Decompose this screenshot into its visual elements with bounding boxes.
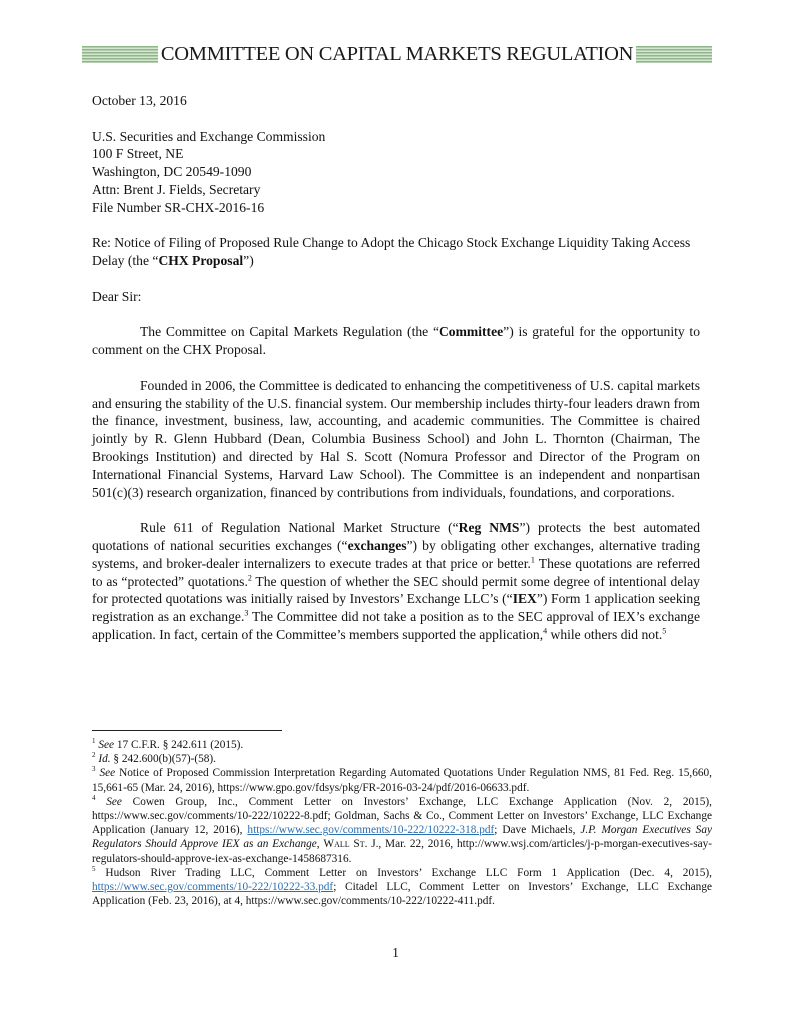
footnote-4: [92, 795, 712, 866]
paragraph-about-committee: Founded in 2006, the Committee is dedicated to enhancing the competitiveness of U.S. capital markets and ensuring the stability of the U.S. financial system. Our membership includes thirty-four leaders drawn from the finance, investment, business, law, accounting, and academic communities. The Committee is chaired jointly by R. Glenn Hubbard (Dean, Columbia Business School) and John L. Thornton (Chairman, The Brookings Institution) and directed by Hal S. Scott (Nomura Professor and Director of the Program on International Financial Systems, Harvard Law School). The Committee is an independent and nonpartisan 501(c)(3) research organization, financed by contributions from individuals, foundations, and corporations.: [92, 377, 700, 500]
signal: See: [99, 767, 116, 780]
text: The Committee on Capital Markets Regulation (the “: [140, 324, 439, 340]
text: § 242.600(b)(57)-(58).: [110, 753, 216, 766]
text: 17 C.F.R. § 242.611 (2015).: [114, 739, 244, 751]
defined-term: exchanges: [347, 537, 407, 553]
page-number: 1: [392, 945, 399, 960]
footnote-1: [92, 738, 712, 752]
footnote-ref[interactable]: 3: [244, 608, 249, 618]
subject-text: Re: Notice of Filing of Proposed Rule Change to Adopt the Chicago Stock Exchange Liquidity Taking Access Delay (the “: [92, 235, 691, 269]
text: ”) is grateful for the opportunity to comment on the CHX Proposal.: [92, 324, 700, 358]
footnote-number: 1: [92, 737, 96, 746]
letterhead: [82, 40, 712, 68]
footnote-separator: [92, 730, 282, 731]
footnote-5: [92, 866, 712, 909]
paragraph-intro: [92, 323, 700, 359]
text: , Mar. 22, 2016, http://www.wsj.com/articles/j-p-morgan-executives-say-regulators-should-approve-iex-as-exchange-1458687316.: [92, 838, 713, 865]
recipient-line: Washington, DC 20549-1090: [92, 164, 252, 180]
footnotes: [92, 738, 712, 908]
article-title: J.P. Morgan Executives Say Regulators Should Approve IEX as an Exchange: [92, 824, 712, 851]
defined-term: IEX: [512, 591, 537, 607]
organization-title: COMMITTEE ON CAPITAL MARKETS REGULATION: [160, 42, 634, 65]
defined-term: Reg NMS: [458, 520, 520, 536]
footnote-ref[interactable]: 1: [530, 555, 535, 565]
footnote-ref[interactable]: 4: [543, 626, 548, 636]
subject-line: [92, 234, 700, 270]
text: ”) protects the best automated quotations of national securities exchanges (“: [92, 520, 700, 553]
paragraph-reg-nms: [92, 519, 700, 644]
text: Rule 611 of Regulation National Market Structure (“: [140, 520, 459, 536]
recipient-address: [92, 128, 700, 217]
signal: See: [106, 795, 122, 808]
hudson-river-comment-link[interactable]: https://www.sec.gov/comments/10-222/10222-33.pdf: [92, 881, 334, 894]
journal-name: Wall St. J.: [323, 838, 379, 851]
letterhead-stripes-right: [636, 46, 712, 63]
signal: Id.: [98, 753, 111, 766]
subject-bold-term: CHX Proposal: [158, 253, 244, 269]
footnote-3: [92, 766, 712, 794]
footnote-ref[interactable]: 2: [247, 572, 252, 582]
text: Hudson River Trading LLC, Comment Letter on Investors’ Exchange LLC Form 1 Application (Dec. 4, 2015),: [95, 866, 712, 879]
file-number: File Number SR-CHX-2016-16: [92, 199, 265, 215]
footnote-number: 3: [92, 765, 96, 774]
signal: See: [98, 739, 115, 751]
recipient-line: U.S. Securities and Exchange Commission: [92, 128, 326, 144]
letter-date: October 13, 2016: [92, 93, 187, 108]
footnote-number: 2: [92, 751, 96, 760]
footnote-number: 4: [92, 794, 96, 803]
text: These quotations are referred to as “protected” quotations.: [92, 555, 701, 589]
letterhead-stripes-left: [82, 46, 158, 63]
salutation: Dear Sir:: [92, 288, 142, 304]
text: ”) by obligating other exchanges, alternative trading systems, and broker-dealer internalizers to execute trades at that price or better.: [92, 537, 701, 571]
footnote-number: 5: [92, 865, 96, 874]
footnote-ref[interactable]: 5: [662, 626, 667, 636]
goldman-comment-link[interactable]: https://www.sec.gov/comments/10-222/10222-318.pdf: [247, 824, 495, 837]
letter-body: [92, 92, 700, 644]
text: The question of whether the SEC should permit some degree of intentional delay for protected quotations was initially raised by Investors’ Exchange LLC’s (“: [92, 573, 700, 607]
text: while others did not.: [547, 626, 663, 642]
recipient-line: Attn: Brent J. Fields, Secretary: [92, 181, 261, 197]
defined-term: Committee: [438, 324, 504, 340]
text: Notice of Proposed Commission Interpretation Regarding Automated Quotations Under Regulation NMS, 81 Fed. Reg. 15,660, 15,661-65 (Mar. 24, 2016), https://www.gpo.gov/fdsys/pkg/FR-2016-03-24/pdf/2016-06633.pdf.: [92, 767, 712, 794]
text: ”) Form 1 application seeking registration as an exchange.: [92, 591, 700, 625]
text: ; Dave Michaels,: [494, 824, 581, 837]
recipient-line: 100 F Street, NE: [92, 146, 184, 162]
text: Cowen Group, Inc., Comment Letter on Investors’ Exchange, LLC Exchange Application (Nov. 2, 2015), https://www.sec.gov/comments/10-222/10222-8.pdf; Goldman, Sachs & Co., Comment Letter on Investors’ Exchange, LLC Exchange Application (January 12, 2016),: [92, 795, 712, 837]
text: ,: [316, 838, 324, 851]
footnote-2: [92, 752, 712, 766]
subject-text-end: ”): [243, 253, 254, 269]
text: The Committee did not take a position as to the SEC approval of IEX’s exchange application. In fact, certain of the Committee’s members supported the application,: [92, 609, 700, 642]
text: ; Citadel LLC, Comment Letter on Investors’ Exchange, LLC Exchange Application (Feb. 23, 2016), at 4, https://www.sec.gov/comments/10-222/10222-411.pdf.: [92, 881, 712, 908]
